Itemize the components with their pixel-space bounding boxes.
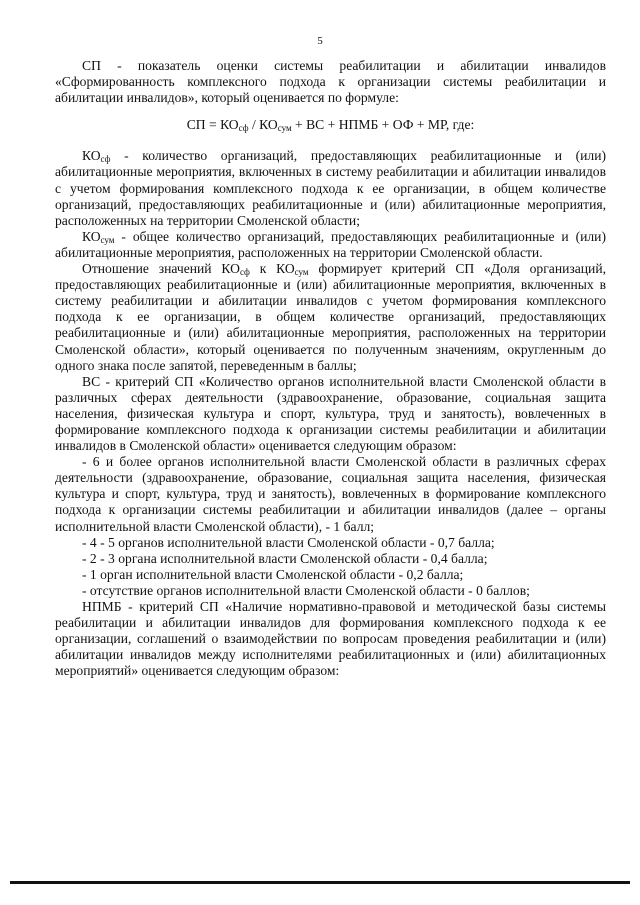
sp-formula: СП = $КО_{сф} / КО_{сум}$ + ВС + НПМБ + ОФ + МР, где:	[186, 117, 475, 134]
vs-criterion-paragraph: ВС - критерий СП «Количество органов исполнительной власти Смоленской области в различных сферах деятельности (здравоохранение, образование, социальная защита населения, физическая культура и спорт, культура, труд и занятость), вовлеченных в формирование комплексного подхода к организации системы реабилитации и абилитации инвалидов в Смоленской области» оценивается следующим образом:	[55, 373, 606, 454]
list-item: - 4 - 5 органов исполнительной власти Смоленской области - 0,7 балла;	[82, 534, 495, 550]
page-number: 5	[317, 35, 323, 47]
ko-sum-definition: $КО_{сум}$ - общее количество организаций, предоставляющих реабилитационные и (или) абилитационные мероприятия, расположенных на территории Смоленской области.	[55, 228, 606, 260]
npmb-criterion-paragraph: НПМБ - критерий СП «Наличие нормативно-правовой и методической базы системы реабилитации и абилитации инвалидов для формирования комплексного подхода к ее организации, соглашений о взаимодействии по вопросам проведения реабилитации и (или) абилитации инвалидов между исполнителями реабилитационных и (или) абилитационных мероприятий» оценивается следующим образом:	[55, 599, 606, 679]
ratio-criterion-paragraph: Отношение значений $КО_{сф}$ к $КО_{сум}$ формирует критерий СП «Доля организаций, предоставляющих реабилитационные и (или) абилитационные мероприятия, включенных в систему реабилитации и абилитации инвалидов с учетом формирования комплексного подхода к ее организации, в общем количестве организаций, предоставляющих реабилитационные и (или) абилитационные мероприятия, расположенных на территории Смоленской области», который оценивается по полученным значениям, округленным до одного знака после запятой, переведенным в баллы;	[55, 261, 606, 373]
list-item: - отсутствие органов исполнительной власти Смоленской области - 0 баллов;	[82, 582, 530, 598]
list-item: - 6 и более органов исполнительной власти Смоленской области в различных сферах деятельности (здравоохранение, образование, социальная защита населения, физическая культура и спорт, культура, труд и занятость), вовлеченных в формирование комплексного подхода к организации системы реабилитации и абилитации инвалидов (далее – органы исполнительной власти Смоленской области), - 1 балл;	[55, 454, 606, 534]
document-body	[55, 58, 606, 679]
list-item: - 1 орган исполнительной власти Смоленской области - 0,2 балла;	[82, 566, 464, 582]
list-item: - 2 - 3 органа исполнительной власти Смоленской области - 0,4 балла;	[82, 550, 488, 566]
ko-sf-definition: $КО_{сф}$ - количество организаций, предоставляющих реабилитационные и (или) абилитационные мероприятия, включенных в систему реабилитации и абилитации инвалидов с учетом формирования комплексного подхода к ее организации, в общем количестве организаций, предоставляющих реабилитационные и (или) абилитационные мероприятия, расположенных на территории Смоленской области;	[55, 148, 606, 228]
bottom-divider	[10, 881, 630, 884]
sp-definition-paragraph: СП - показатель оценки системы реабилитации и абилитации инвалидов «Сформированность комплексного подхода к организации системы реабилитации и абилитации инвалидов», который оценивается по формуле:	[55, 58, 606, 106]
